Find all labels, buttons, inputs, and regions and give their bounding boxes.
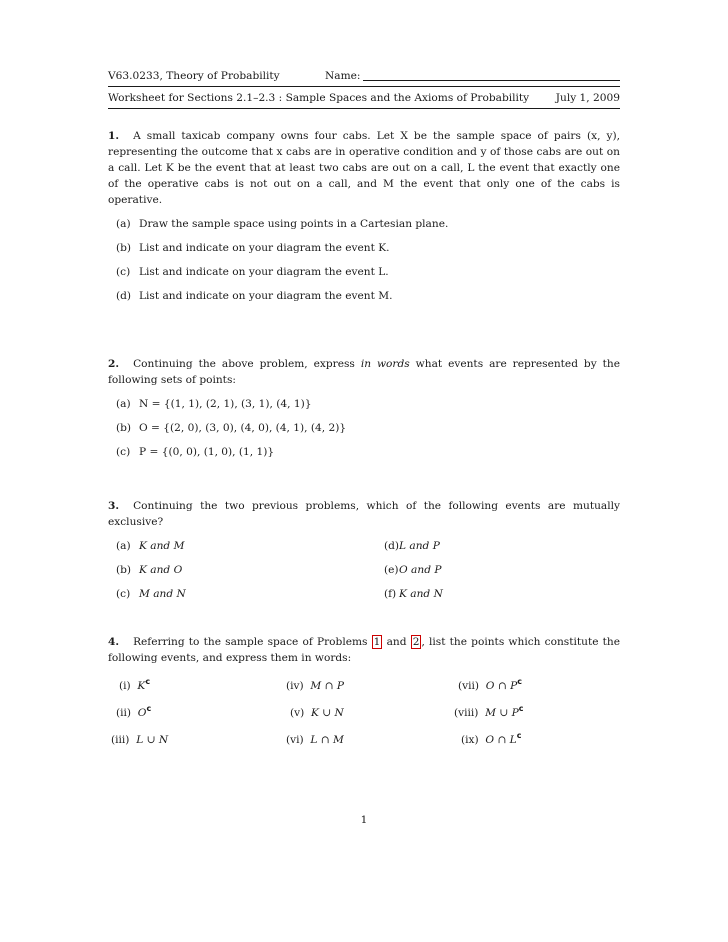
item-text: K and O bbox=[139, 564, 183, 576]
problem-4-text-mid: and bbox=[382, 636, 411, 648]
problem-3 bbox=[108, 498, 620, 610]
problem-3-text: Continuing the two previous problems, which of the following events are mutually exclusive? bbox=[108, 500, 620, 528]
problem-3-number: 3. bbox=[108, 500, 120, 512]
item-text: L and P bbox=[399, 540, 440, 552]
list-item bbox=[108, 216, 620, 232]
item-label: (c) bbox=[116, 588, 131, 600]
problem-2 bbox=[108, 356, 620, 468]
item-label: (ix) bbox=[461, 734, 479, 746]
problem-2-statement bbox=[108, 356, 620, 388]
item-text: List and indicate on your diagram the event M. bbox=[139, 290, 393, 302]
item-text: List and indicate on your diagram the event K. bbox=[139, 242, 390, 254]
list-item bbox=[108, 420, 620, 436]
complement-mark: c bbox=[518, 704, 524, 713]
item-text: O = {(2, 0), (3, 0), (4, 0), (4, 1), (4, 2)} bbox=[139, 422, 347, 434]
problem-4-items bbox=[108, 678, 620, 748]
problem-1 bbox=[108, 128, 620, 312]
item-label: (f) bbox=[384, 588, 397, 600]
problem-2-text-rest: what events are represented by the following sets of points: bbox=[108, 358, 620, 386]
item-text: K ∪ N bbox=[311, 707, 344, 719]
list-item bbox=[286, 732, 344, 748]
worksheet-page bbox=[108, 0, 620, 942]
list-item-row bbox=[108, 705, 620, 721]
name-blank-line bbox=[363, 80, 620, 81]
problem-1-text: A small taxicab company owns four cabs. Let X be the sample space of pairs (x, y), representing the outcome that x cabs are in operative condition and y of those cabs are out on a call. Let K be the event that at least two cabs are out on a call, L the event that exactly one of the operative cabs is not out on a call, and M the event that only one of the cabs is operative. bbox=[108, 130, 620, 206]
problem-1-statement bbox=[108, 128, 620, 208]
list-item-row bbox=[108, 562, 620, 578]
problem-4-text: Referring to the sample space of Problems bbox=[133, 636, 372, 648]
problem-2-number: 2. bbox=[108, 358, 120, 370]
complement-mark: c bbox=[516, 731, 522, 740]
item-text: P = {(0, 0), (1, 0), (1, 1)} bbox=[139, 446, 275, 458]
problem-4-number: 4. bbox=[108, 636, 120, 648]
problem-2-text: Continuing the above problem, express bbox=[133, 358, 361, 370]
problem-2-items bbox=[108, 396, 620, 460]
complement-mark: c bbox=[146, 704, 152, 713]
problem-4 bbox=[108, 634, 620, 756]
item-text: O ∩ P bbox=[485, 680, 518, 692]
list-item bbox=[108, 396, 620, 412]
item-label: (v) bbox=[290, 707, 305, 719]
item-text: K bbox=[137, 680, 146, 692]
item-label: (d) bbox=[116, 290, 132, 302]
item-label: (a) bbox=[116, 540, 131, 552]
list-item bbox=[108, 444, 620, 460]
item-label: (ii) bbox=[116, 707, 132, 719]
worksheet-subtitle: Worksheet for Sections 2.1–2.3 : Sample Spaces and the Axioms of Probability bbox=[108, 92, 530, 104]
item-text: Draw the sample space using points in a Cartesian plane. bbox=[139, 218, 449, 230]
item-label: (b) bbox=[116, 242, 132, 254]
list-item bbox=[286, 678, 344, 694]
item-text: L ∩ M bbox=[310, 734, 344, 746]
item-label: (a) bbox=[116, 398, 131, 410]
list-item-row bbox=[108, 732, 620, 748]
problem-4-text-rest: , list the points which constitute the following events, and express them in words: bbox=[108, 636, 621, 664]
page-number: 1 bbox=[360, 814, 368, 826]
problem-1-number: 1. bbox=[108, 130, 120, 142]
problem-2-emphasis: in words bbox=[360, 358, 410, 370]
item-label: (i) bbox=[119, 680, 131, 692]
list-item bbox=[108, 288, 620, 304]
item-text: K and N bbox=[399, 588, 443, 600]
list-item-row bbox=[108, 678, 620, 694]
item-text: O bbox=[137, 707, 147, 719]
item-text: O and P bbox=[399, 564, 442, 576]
item-label: (d) bbox=[384, 540, 400, 552]
item-label: (c) bbox=[116, 446, 131, 458]
item-text: List and indicate on your diagram the event L. bbox=[139, 266, 389, 278]
problem-1-items bbox=[108, 216, 620, 304]
list-item-row bbox=[108, 586, 620, 602]
item-label: (b) bbox=[116, 422, 132, 434]
list-item bbox=[116, 705, 151, 721]
item-text: M ∩ P bbox=[310, 680, 344, 692]
item-label: (iv) bbox=[286, 680, 304, 692]
list-item bbox=[461, 732, 521, 748]
list-item bbox=[108, 264, 620, 280]
header-rule bbox=[108, 86, 620, 87]
worksheet-date: July 1, 2009 bbox=[555, 92, 620, 104]
complement-mark: c bbox=[517, 677, 522, 686]
item-label: (vi) bbox=[286, 734, 304, 746]
list-item bbox=[458, 678, 522, 694]
worksheet-header bbox=[108, 68, 620, 112]
item-label: (b) bbox=[116, 564, 132, 576]
item-text: O ∩ L bbox=[485, 734, 517, 746]
list-item bbox=[119, 678, 150, 694]
list-item bbox=[108, 240, 620, 256]
item-text: K and M bbox=[139, 540, 185, 552]
list-item-row bbox=[108, 538, 620, 554]
problem-4-statement bbox=[108, 634, 620, 666]
course-title: V63.0233, Theory of Probability bbox=[108, 70, 280, 82]
problem-1-link[interactable]: 1 bbox=[373, 636, 381, 648]
item-label: (viii) bbox=[454, 707, 479, 719]
list-item bbox=[290, 705, 344, 721]
problem-2-link[interactable]: 2 bbox=[412, 636, 420, 648]
item-label: (iii) bbox=[111, 734, 130, 746]
header-rule-bottom bbox=[108, 108, 620, 109]
problem-3-statement bbox=[108, 498, 620, 530]
name-label: Name: bbox=[325, 70, 361, 82]
item-label: (vii) bbox=[458, 680, 480, 692]
complement-mark: c bbox=[145, 677, 151, 686]
item-text: M and N bbox=[139, 588, 186, 600]
problem-3-items bbox=[108, 538, 620, 602]
item-label: (a) bbox=[116, 218, 131, 230]
list-item bbox=[454, 705, 524, 721]
item-label: (c) bbox=[116, 266, 131, 278]
item-text: L ∪ N bbox=[136, 734, 169, 746]
list-item bbox=[111, 732, 168, 748]
item-text: M ∪ P bbox=[485, 707, 519, 719]
item-text: N = {(1, 1), (2, 1), (3, 1), (4, 1)} bbox=[139, 398, 312, 410]
item-label: (e) bbox=[384, 564, 399, 576]
